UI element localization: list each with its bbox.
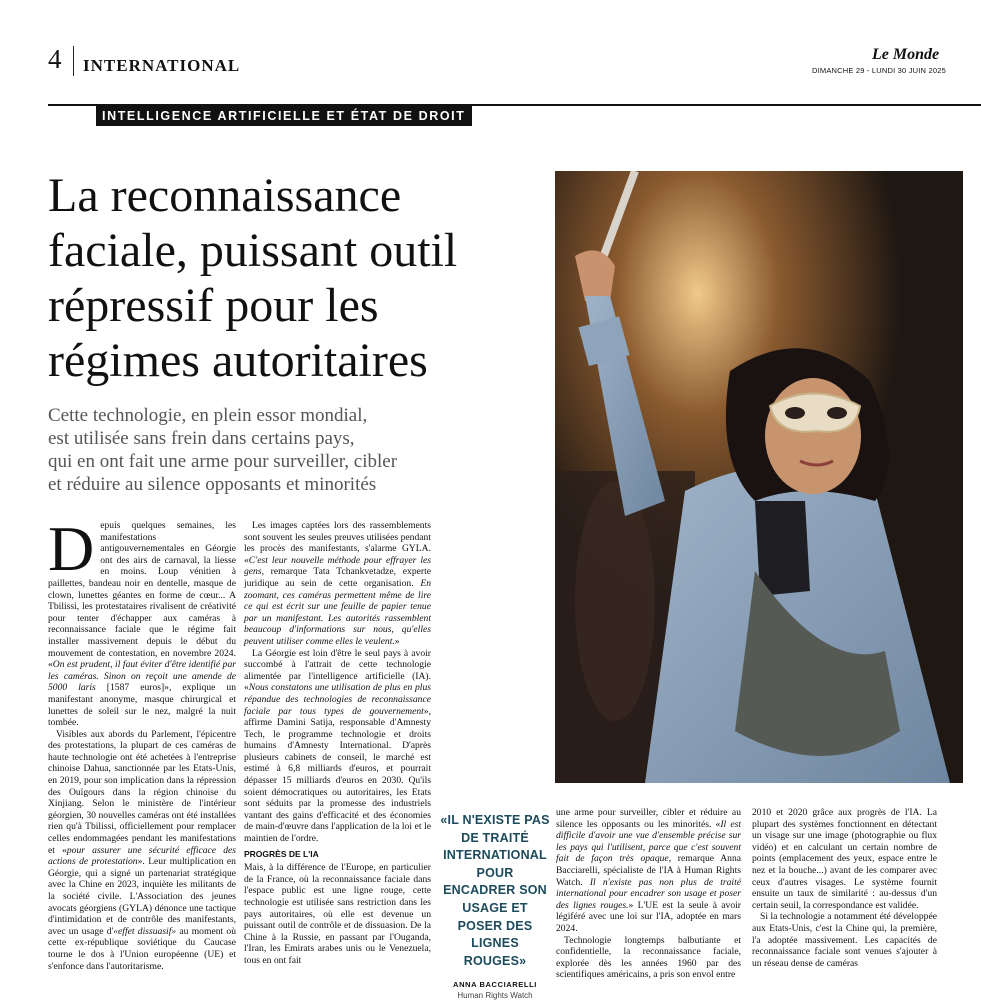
- headline-line: répressif pour les: [48, 279, 379, 332]
- deck-line: est utilisée sans frein dans certains pays,: [48, 428, 355, 449]
- body-paragraph: Si la technologie a notamment été développée aux Etats-Unis, c'est la Chine qui, la première, l'a adoptée massivement. Les capacités de reconnaissance faciale sont venues s'ajouter à un réseau dense de caméras: [752, 911, 937, 969]
- quote-run: En zoomant, ces caméras permettent même de lire ce qui est écrit sur une feuille de papier tenue par un manifestant. Les autorités rassemblent beaucoup d'informations sur nous, qu'elles peuvent utiliser comme elles le veulent.: [244, 577, 431, 647]
- article-headline: [48, 168, 548, 388]
- pull-quote-author: ANNA BACCIARELLI: [453, 980, 537, 990]
- headline-line: régimes autoritaires: [48, 334, 428, 387]
- quote-run: Nous constatons une utilisation de plus en plus répandue des technologies de reconnaissance faciale par tous types de gouvernement: [244, 682, 431, 717]
- article-deck: [48, 404, 468, 496]
- body-paragraph: 2010 et 2020 grâce aux progrès de l'IA. La plupart des systèmes fonctionnent en détectant un visage sur une image (photographie ou flux vidéo) et en calculant un certain nombre de points (emplacement des yeux, espace entre le nez et la bouche...) avant de les comparer avec ceux d'autres visages. Le système fournit ensuite un taux de similarité : au-dessus d'un certain seuil, la correspondance est validée.: [752, 807, 937, 911]
- quote-run: C'est leur nouvelle méthode pour effrayer les gens: [244, 554, 431, 578]
- pull-quote-affiliation: Human Rights Watch: [457, 991, 533, 1000]
- text-run: La Géorgie est loin d'être le seul pays à avoir succombé à l'attrait de cette technologie alimentée par l'intelligence artificielle (IA). «: [244, 647, 431, 694]
- body-column-4: [752, 807, 937, 969]
- body-column-3: [556, 807, 741, 981]
- body-paragraph: [244, 648, 431, 845]
- page-number: 4: [48, 44, 62, 74]
- quote-run: Il est difficile d'avoir une vue d'ensemble précise sur les pays qui l'utilisent, parce que c'est souvent fait de façon très opaque: [556, 818, 741, 865]
- text-run: [1587 euros]», explique un manifestant anonyme, masque chirurgical et lunettes de soleil sur le nez, malgré la nuit tombée.: [48, 682, 236, 729]
- deck-line: et réduire au silence opposants et minorités: [48, 474, 377, 495]
- text-run: , remarque Tata Tchankvetadze, experte juridique au sein de cette organisation.: [244, 566, 431, 589]
- quote-run: On est prudent, il faut éviter d'être identifié par les caméras. Sinon on reçoit une amende de 5000 laris: [48, 659, 236, 694]
- body-paragraph: [556, 807, 741, 935]
- body-column-2: [244, 520, 431, 967]
- body-paragraph: Mais, à la différence de l'Europe, en particulier de la France, où la reconnaissance faciale dans l'espace public est une ligne rouge, cette technologie est utilisée sans restriction dans les pays autoritaires, où elle est devenue un puissant outil de contrôle et de dissuasion. De la Chine à la Russie, en passant par l'Ouganda, l'Iran, les Emirats arabes unis ou le Venezuela, tous en ont fait: [244, 862, 431, 966]
- topic-kicker: INTELLIGENCE ARTIFICIELLE ET ÉTAT DE DROIT: [96, 106, 472, 126]
- quote-run: «effet dissuasif»: [113, 925, 177, 937]
- body-paragraph: [48, 729, 236, 972]
- text-run: une arme pour surveiller, cibler et réduire au silence les opposants ou les minorités. «: [556, 807, 741, 830]
- section-subhead: PROGRÈS DE L'IA: [244, 848, 319, 859]
- section-title: INTERNATIONAL: [83, 56, 241, 75]
- text-run: Visibles aux abords du Parlement, l'épicentre des protestations, la plupart de ces caméras de haute technologie ont été achetées à l'entreprise chinoise Dahua, sanctionnée par les Etats-Unis, en 2019, pour son implication dans la répression des Ouïgours dans la région chinoise du Xinjiang. Selon le ministère de l'intérieur géorgien, 30 nouvelles caméras ont été installées rien qu'à Tbilissi, officiellement pour remplacer celles endommagées pendant les manifestations et «: [48, 728, 236, 856]
- drop-cap: D: [48, 513, 95, 584]
- text-run: », affirme Damini Satija, responsable d'Amnesty Tech, le programme technologie et droits humains d'Amnesty International. D'après plusieurs cabinets de conseil, le marché est estimé à 6,8 milliards d'euros, et pourrait dépasser 15 milliards d'euros en 2030. Qu'ils soient démocratiques ou autoritaires, les Etats sont séduits par la promesse des industriels vantant des gains d'efficacité et des économies de main-d'œuvre dans l'application de la loi et le maintien de l'ordre.: [244, 705, 431, 845]
- body-paragraph: [48, 513, 236, 729]
- pull-quote-text: «IL N'EXISTE PAS DE TRAITÉ INTERNATIONAL POUR ENCADRER SON USAGE ET POSER DES LIGNES ROUGES»: [440, 813, 550, 968]
- issue-date: DIMANCHE 29 - LUNDI 30 JUIN 2025: [812, 66, 946, 75]
- header-divider: [73, 46, 74, 76]
- text-run: ». Leur multiplication en Géorgie, qui a signé un partenariat stratégique avec la Chine en 2023, inquiète les militants de la société civile. L'Association des jeunes avocats géorgiens (GYLA) dénonce une tactique d'intimidation et de contrôle des manifestants, avec un usage d': [48, 856, 236, 937]
- article-photo: [555, 171, 963, 783]
- protester-photo-illustration: [555, 171, 963, 783]
- text-run: epuis quelques semaines, les manifestations antigouvernementales en Géorgie ont des airs de carnaval, la liesse en moins. Loup vénitien à paillettes, bandeau noir en dentelle, masque de clown, lunettes géantes en forme de cœur... A Tbilissi, les protestataires rivalisent de créativité pour tenter d'échapper aux caméras à reconnaissance faciale que le régime fait installer massivement depuis le début du mouvement de contestation, en novembre 2024. «: [48, 520, 236, 671]
- body-paragraph: Technologie longtemps balbutiante et confidentielle, la reconnaissance faciale, explorée dès les années 1960 par des scientifiques américains, a pris son envol entre: [556, 934, 741, 981]
- text-run: , remarque Anna Bacciarelli, spécialiste de l'IA à Human Rights Watch.: [556, 853, 741, 888]
- quote-run: Il n'existe pas non plus de traité international pour encadrer son usage et poser des lignes rouges.: [556, 876, 741, 911]
- headline-line: La reconnaissance: [48, 169, 402, 222]
- pull-quote: [440, 812, 550, 1000]
- text-run: Les images captées lors des rassemblements sont souvent les seules preuves utilisées pendant les procès des manifestants, s'alarme GYLA. «: [244, 520, 431, 566]
- deck-line: Cette technologie, en plein essor mondial,: [48, 405, 368, 426]
- newspaper-logo: Le Monde: [872, 46, 940, 63]
- deck-line: qui en ont fait une arme pour surveiller, cibler: [48, 451, 398, 472]
- quote-run: pour assurer une sécurité efficace des actions de protestation: [48, 844, 236, 868]
- text-run: au moment où cette ex-république soviétique du Caucase tourne le dos à l'Union européenne (UE) et s'enfonce dans l'autoritarisme.: [48, 925, 236, 972]
- body-column-1: [48, 513, 236, 972]
- text-run: »: [394, 635, 400, 647]
- body-paragraph: [244, 520, 431, 648]
- text-run: » L'UE est la seule à avoir légiféré avec une loi sur l'IA, adoptée en mars 2024.: [556, 899, 741, 934]
- headline-line: faciale, puissant outil: [48, 224, 458, 277]
